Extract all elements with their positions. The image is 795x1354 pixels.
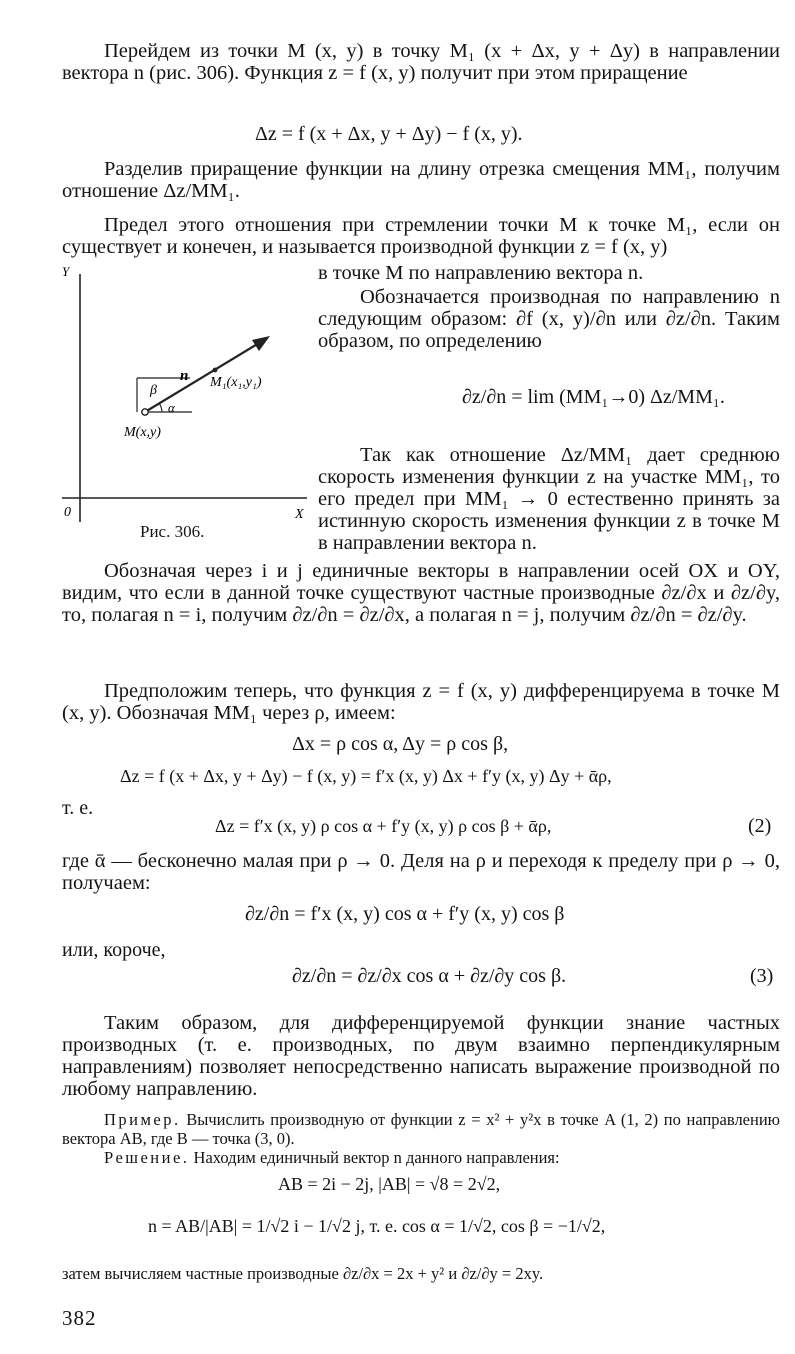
formula-delta-z-text: Δz = f (x + Δx, y + Δy) − f (x, y). bbox=[255, 123, 523, 145]
page-number: 382 bbox=[62, 1306, 97, 1330]
formula-unit-vector bbox=[148, 1214, 605, 1238]
equation-number-2: (2) bbox=[748, 815, 772, 837]
paragraph-3 bbox=[62, 214, 780, 258]
alpha-arc bbox=[159, 403, 162, 412]
formula-derivative-text: ∂z/∂n = f′x (x, y) cos α + f′y (x, y) cos β bbox=[245, 903, 565, 925]
last-line-text: затем вычисляем частные производные ∂z/∂x = 2x + y² и ∂z/∂y = 2xy. bbox=[62, 1264, 544, 1283]
formula-2-text: Δz = f′x (x, y) ρ cos α + f′y (x, y) ρ cos β + ᾱρ, bbox=[215, 816, 552, 836]
paragraph-8 bbox=[62, 850, 780, 894]
formula-dx-dy bbox=[292, 732, 508, 756]
paragraph-5 bbox=[318, 444, 780, 554]
paragraph-9-text: Таким образом, для дифференцируемой функции знание частных производных (т. е. производных, по двум взаимно перпендикулярным направлениям) позволяет непосредственно написать выражение производной по любому направлению. bbox=[62, 1012, 780, 1100]
origin-label: 0 bbox=[64, 505, 71, 520]
angle-beta-label: β bbox=[150, 383, 157, 398]
te-label: т. е. bbox=[62, 797, 94, 819]
vector-n-label: n bbox=[180, 368, 189, 384]
paragraph-5-text: Так как отношение Δz/MM₁ дает среднюю скорость изменения функции z на участке MM₁, то его предел при MM₁ → 0 естественно принять за истинную скорость изменения функции z в точке M в направлении вектора n. bbox=[318, 444, 780, 554]
point-m-label: M(x,y) bbox=[124, 425, 161, 440]
point-m1-label: M₁(x₁,y₁) bbox=[210, 375, 262, 390]
formula-delta-z bbox=[255, 122, 523, 146]
formula-unit-vector-text: n = AB/|AB| = 1/√2 i − 1/√2 j, т. е. cos α = 1/√2, cos β = −1/√2, bbox=[148, 1216, 606, 1236]
formula-derivative bbox=[245, 902, 564, 926]
formula-3 bbox=[292, 964, 566, 988]
arrowhead-icon bbox=[252, 336, 270, 351]
paragraph-7-text: Предположим теперь, что функция z = f (x, y) дифференцируема в точке M (x, y). Обозначая MM₁ через ρ, имеем: bbox=[62, 680, 780, 724]
figure-306 bbox=[52, 260, 314, 552]
axis-y-label: Y bbox=[62, 264, 70, 279]
paragraph-4-text: Обозначается производная по направлению n следующим образом: ∂f (x, y)/∂n или ∂z/∂n. Таким образом, по определению bbox=[318, 286, 780, 352]
paragraph-1 bbox=[62, 40, 780, 84]
formula-delta-z-expansion-text: Δz = f (x + Δx, y + Δy) − f (x, y) = f′x (x, y) Δx + f′y (x, y) Δy + ᾱρ, bbox=[120, 766, 612, 786]
paragraph-3-continued-text: в точке M по направлению вектора n. bbox=[318, 262, 644, 284]
example-paragraph bbox=[62, 1110, 780, 1148]
solution-paragraph bbox=[62, 1148, 780, 1167]
last-line bbox=[62, 1264, 780, 1283]
paragraph-3-text: Предел этого отношения при стремлении точки M к точке M₁, если он существует и конечен, и называется производной функции z = f (x, y) bbox=[62, 214, 780, 258]
solution-text: Находим единичный вектор n данного направления: bbox=[193, 1148, 560, 1167]
formula-delta-z-expansion bbox=[120, 764, 612, 788]
paragraph-6 bbox=[62, 560, 780, 626]
angle-alpha-label: α bbox=[168, 400, 175, 415]
paragraph-9 bbox=[62, 1012, 780, 1100]
paragraph-6-text: Обозначая через i и j единичные векторы в направлении осей OX и OY, видим, что если в данной точке существуют частные производные ∂z/∂x и ∂z/∂y, то, полагая n = i, получим ∂z/∂n = ∂z/∂x, а полагая n = j, получим ∂z/∂n = ∂z/∂y. bbox=[62, 560, 780, 626]
paragraph-4 bbox=[318, 286, 780, 352]
paragraph-2-text: Разделив приращение функции на длину отрезка смещения MM₁, получим отношение Δz/MM₁. bbox=[62, 158, 780, 202]
formula-dx-dy-text: Δx = ρ cos α, Δy = ρ cos β, bbox=[292, 733, 509, 755]
point-m1-icon bbox=[213, 368, 218, 373]
formula-limit-text: ∂z/∂n = lim (MM₁→0) Δz/MM₁. bbox=[462, 386, 725, 408]
paragraph-7 bbox=[62, 680, 780, 724]
paragraph-8-text: где ᾱ — бесконечно малая при ρ → 0. Деля на ρ и переходя к пределу при ρ → 0, получаем: bbox=[62, 850, 780, 894]
ili-koroche-label: или, короче, bbox=[62, 939, 166, 961]
paragraph-2 bbox=[62, 158, 780, 202]
paragraph-3-continued bbox=[318, 262, 780, 284]
formula-2 bbox=[215, 814, 551, 838]
figure-caption: Рис. 306. bbox=[140, 522, 205, 541]
example-text: Вычислить производную от функции z = x² + y²x в точке A (1, 2) по направлению вектора AB, где B — точка (3, 0). bbox=[62, 1110, 780, 1148]
example-label: Пример. bbox=[104, 1110, 181, 1129]
formula-3-text: ∂z/∂n = ∂z/∂x cos α + ∂z/∂y cos β. bbox=[292, 965, 567, 987]
solution-label: Решение. bbox=[104, 1148, 190, 1167]
formula-limit bbox=[462, 385, 725, 409]
axis-x-label: X bbox=[295, 507, 304, 522]
paragraph-1-text: Перейдем из точки M (x, y) в точку M₁ (x + Δx, y + Δy) в направлении вектора n (рис. 306). Функция z = f (x, y) получит при этом приращение bbox=[62, 40, 780, 84]
point-m-icon bbox=[142, 409, 148, 415]
formula-ab bbox=[278, 1172, 500, 1196]
formula-ab-text: AB = 2i − 2j, |AB| = √8 = 2√2, bbox=[278, 1174, 501, 1194]
equation-number-3: (3) bbox=[750, 965, 774, 987]
